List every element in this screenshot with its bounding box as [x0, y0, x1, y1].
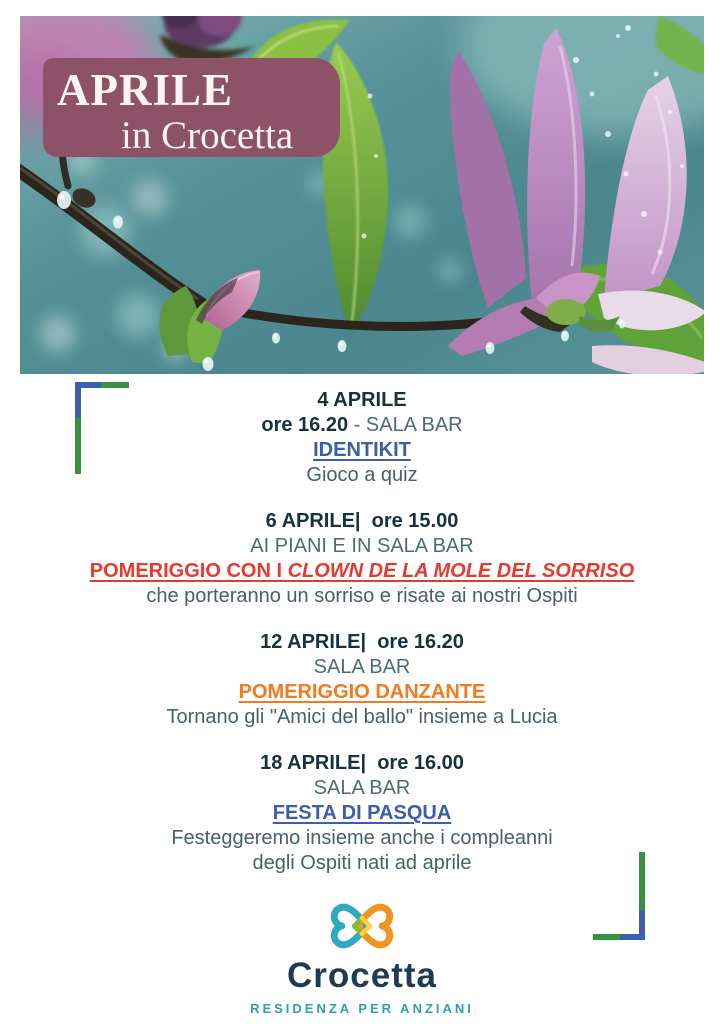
text-run: 4 APRILE — [317, 389, 407, 411]
text-run: SALA BAR — [313, 656, 411, 678]
text-run: - SALA BAR — [348, 414, 463, 436]
event-date-time — [0, 751, 724, 776]
event-description-line: che porteranno un sorriso e risate ai nostri Ospiti — [146, 585, 578, 607]
brand-tagline: RESIDENZA PER ANZIANI — [250, 1001, 474, 1016]
event-item — [0, 751, 724, 876]
text-run: POMERIGGIO DANZANTE — [238, 681, 486, 703]
event-location — [0, 534, 724, 559]
footer-logo — [0, 897, 724, 1016]
text-run: POMERIGGIO CON I — [89, 560, 288, 582]
events-list — [0, 388, 724, 897]
text-run: ore 16.20 — [261, 414, 349, 436]
text-run: CLOWN DE LA MOLE DEL SORRISO — [287, 560, 635, 582]
event-title — [0, 680, 724, 705]
event-title — [0, 438, 724, 463]
brand-name: Crocetta — [287, 956, 437, 995]
event-description — [0, 584, 724, 609]
event-date-time — [0, 388, 724, 413]
event-description — [0, 826, 724, 876]
event-description-line: Tornano gli "Amici del ballo" insieme a Lucia — [166, 706, 558, 728]
poster-subtitle: in Crocetta — [121, 114, 294, 157]
event-date-time — [0, 509, 724, 534]
text-run: AI PIANI E IN SALA BAR — [250, 535, 474, 557]
event-description — [0, 463, 724, 488]
event-description-line: degli Ospiti nati ad aprile — [252, 852, 472, 874]
event-description — [0, 705, 724, 730]
poster-title: APRILE — [57, 65, 234, 115]
title-box — [43, 58, 340, 157]
text-run: SALA BAR — [313, 777, 411, 799]
hero-photo — [20, 16, 704, 374]
text-run: IDENTIKIT — [313, 439, 411, 461]
text-run: 12 APRILE| ore 16.20 — [260, 631, 464, 653]
event-title — [0, 801, 724, 826]
event-location — [0, 655, 724, 680]
text-run: 6 APRILE| ore 15.00 — [265, 510, 459, 532]
event-title — [0, 559, 724, 584]
event-description-line: Gioco a quiz — [306, 464, 418, 486]
event-location — [0, 413, 724, 438]
event-item — [0, 630, 724, 730]
event-location — [0, 776, 724, 801]
text-run: FESTA DI PASQUA — [272, 802, 452, 824]
text-run: 18 APRILE| ore 16.00 — [260, 752, 464, 774]
event-item — [0, 509, 724, 609]
event-date-time — [0, 630, 724, 655]
butterfly-logo-icon — [326, 897, 398, 955]
event-item — [0, 388, 724, 488]
event-description-line: Festeggeremo insieme anche i compleanni — [171, 827, 553, 849]
